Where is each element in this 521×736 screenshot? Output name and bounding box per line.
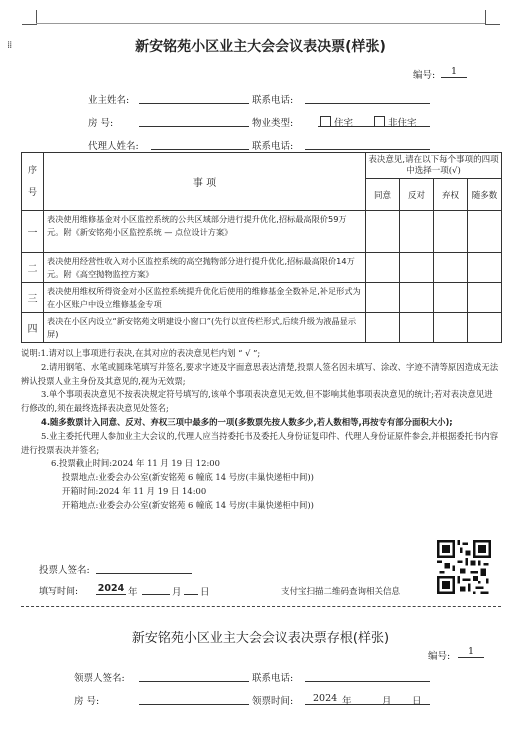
table-row xyxy=(22,283,502,313)
room-label: 房 号: xyxy=(88,118,114,129)
note-4: 4.随多数票计入同意、反对、弃权三项中最多的一项(多数票先按人数多少,若人数相等,再按专有部分面积大小); xyxy=(41,416,453,427)
serial-label: 编号: xyxy=(413,70,436,81)
fill-day-field[interactable] xyxy=(184,594,198,595)
note-8: 开箱时间:2024 年 11 月 19 日 14:00 xyxy=(62,485,207,496)
col-follow-majority: 随多数 xyxy=(468,179,502,211)
fill-month-unit: 月 xyxy=(172,587,182,598)
qr-code-icon[interactable] xyxy=(437,540,491,594)
note-3: 3.单个事项表决意见不按表决规定符号填写的,该单个事项表决意见无效,但不影响其他事项表决意见的统计;若对表决意见进行修改的,须在最终选择表决意见处签名; xyxy=(21,389,493,414)
fill-month-field[interactable] xyxy=(142,594,170,595)
row-seq: 三 xyxy=(22,283,44,313)
row-seq: 四 xyxy=(22,313,44,343)
row-item-text: 表决在小区内设立“新安铭苑文明建设小窗口”(先行以宣传栏形式,后续升级为液晶显示屏) xyxy=(44,313,366,343)
note-7: 投票地点:业委会办公室(新安铭苑 6 幢底 14 号房(丰巢快递柜中间)) xyxy=(62,472,314,483)
seq-header: 序号 xyxy=(22,153,44,211)
crop-mark-top-right xyxy=(485,10,500,25)
vote-cell-abstain[interactable] xyxy=(434,313,468,343)
stub-room-label: 房 号: xyxy=(74,696,100,707)
document-title: 新安铭苑小区业主大会会议表决票(样张) xyxy=(135,39,386,55)
fill-day-unit: 日 xyxy=(200,587,210,598)
note-6: 6.投票截止时间:2024 年 11 月 19 日 12:00 xyxy=(51,458,220,469)
col-oppose: 反对 xyxy=(400,179,434,211)
non-residence-label: 非住宅 xyxy=(388,118,417,129)
row-seq: 一 xyxy=(22,211,44,253)
vote-cell-oppose[interactable] xyxy=(400,211,434,253)
stub-year: 2024 xyxy=(313,693,338,704)
stub-month-unit: 月 xyxy=(382,696,392,707)
vote-cell-majority[interactable] xyxy=(468,253,502,283)
stub-title: 新安铭苑小区业主大会会议表决票存根(样张) xyxy=(131,631,390,646)
property-type-underline xyxy=(318,126,430,127)
note-2: 2.请用钢笔、水笔或圆珠笔填写并签名,要求字迹及字面意思表达清楚,投票人签名因未填写、涂改、字迹不清等原因造成无法辨认投票人业主身份及其意见的,视为无效票; xyxy=(21,361,499,386)
instructions xyxy=(21,347,499,513)
vote-cell-majority[interactable] xyxy=(468,313,502,343)
crop-mark-top-left xyxy=(22,10,37,25)
vote-cell-abstain[interactable] xyxy=(434,211,468,253)
stub-receive-time-field[interactable] xyxy=(305,704,430,705)
stub-serial-label: 编号: xyxy=(428,651,451,662)
stub-receive-time-label: 领票时间: xyxy=(252,696,294,707)
row-seq: 二 xyxy=(22,253,44,283)
vote-cell-agree[interactable] xyxy=(366,211,400,253)
item-header: 事 项 xyxy=(44,153,366,211)
stub-room-field[interactable] xyxy=(139,704,249,705)
room-field[interactable] xyxy=(139,126,249,127)
table-row xyxy=(22,253,502,283)
vote-cell-agree[interactable] xyxy=(366,313,400,343)
stub-receiver-label: 领票人签名: xyxy=(74,673,125,684)
residence-label: 住宅 xyxy=(334,118,354,129)
stub-contact-field[interactable] xyxy=(305,681,430,682)
opinion-header: 表决意见,请在以下每个事项的四项中选择一项(√) xyxy=(366,153,502,179)
alipay-hint: 支付宝扫描二维码查询相关信息 xyxy=(281,587,401,597)
table-row xyxy=(22,211,502,253)
vote-cell-agree[interactable] xyxy=(366,283,400,313)
top-border-line xyxy=(36,23,485,24)
vote-cell-majority[interactable] xyxy=(468,283,502,313)
fill-time-label: 填写时间: xyxy=(39,587,79,597)
vote-cell-majority[interactable] xyxy=(468,211,502,253)
table-row xyxy=(22,313,502,343)
fill-year-unit: 年 xyxy=(128,587,138,598)
agent-name-label: 代理人姓名: xyxy=(88,141,139,152)
col-agree: 同意 xyxy=(366,179,400,211)
contact-field[interactable] xyxy=(305,103,430,104)
note-9: 开箱地点:业委会办公室(新安铭苑 6 幢底 14 号房(丰巢快递柜中间)) xyxy=(62,499,314,510)
agent-contact-label: 联系电话: xyxy=(252,141,294,152)
agent-contact-field[interactable] xyxy=(305,149,430,150)
property-type-label: 物业类型: xyxy=(252,118,294,129)
voter-signature-label: 投票人签名: xyxy=(39,565,90,576)
note-1: 说明:1.请对以上事项进行表决,在其对应的表决意见栏内划 “ √ ”; xyxy=(21,348,261,358)
stub-contact-label: 联系电话: xyxy=(252,673,294,684)
contact-label: 联系电话: xyxy=(252,95,294,106)
vote-cell-agree[interactable] xyxy=(366,253,400,283)
agent-name-field[interactable] xyxy=(151,149,249,150)
voting-table xyxy=(21,152,502,343)
col-abstain: 弃权 xyxy=(434,179,468,211)
row-item-text: 表决使用维修基金对小区监控系统的公共区域部分进行提升优化,招标最高限价59万元。附《新安铭苑小区监控系统 — 点位设计方案》 xyxy=(44,211,366,253)
stub-receiver-field[interactable] xyxy=(139,681,249,682)
fill-year: 2024 xyxy=(97,583,125,594)
note-5: 5.业主委托代理人参加业主大会议的,代理人应当持委托书及委托人身份证复印件、代理人身份证原件参会,并根据委托书内容进行投票表决并签名; xyxy=(21,430,499,455)
drag-handle-icon[interactable]: ⁞⁞ xyxy=(7,40,12,51)
owner-name-field[interactable] xyxy=(139,103,249,104)
serial-number: 1 xyxy=(441,66,467,78)
vote-cell-oppose[interactable] xyxy=(400,253,434,283)
vote-cell-oppose[interactable] xyxy=(400,283,434,313)
row-item-text: 表决使用经营性收入对小区监控系统的高空抛物部分进行提升优化,招标最高限价14万元。附《高空抛物监控方案》 xyxy=(44,253,366,283)
stub-year-unit: 年 xyxy=(342,696,352,707)
owner-name-label: 业主姓名: xyxy=(88,95,130,106)
stub-day-unit: 日 xyxy=(412,696,422,707)
cut-line xyxy=(21,606,501,607)
stub-serial-number: 1 xyxy=(458,646,484,658)
vote-cell-abstain[interactable] xyxy=(434,283,468,313)
row-item-text: 表决使用维权所得资金对小区监控系统提升优化后使用的维修基金全数补足,补足形式为在小区账户中设立维修基金专项 xyxy=(44,283,366,313)
vote-cell-abstain[interactable] xyxy=(434,253,468,283)
voter-signature-field[interactable] xyxy=(96,573,192,574)
vote-cell-oppose[interactable] xyxy=(400,313,434,343)
